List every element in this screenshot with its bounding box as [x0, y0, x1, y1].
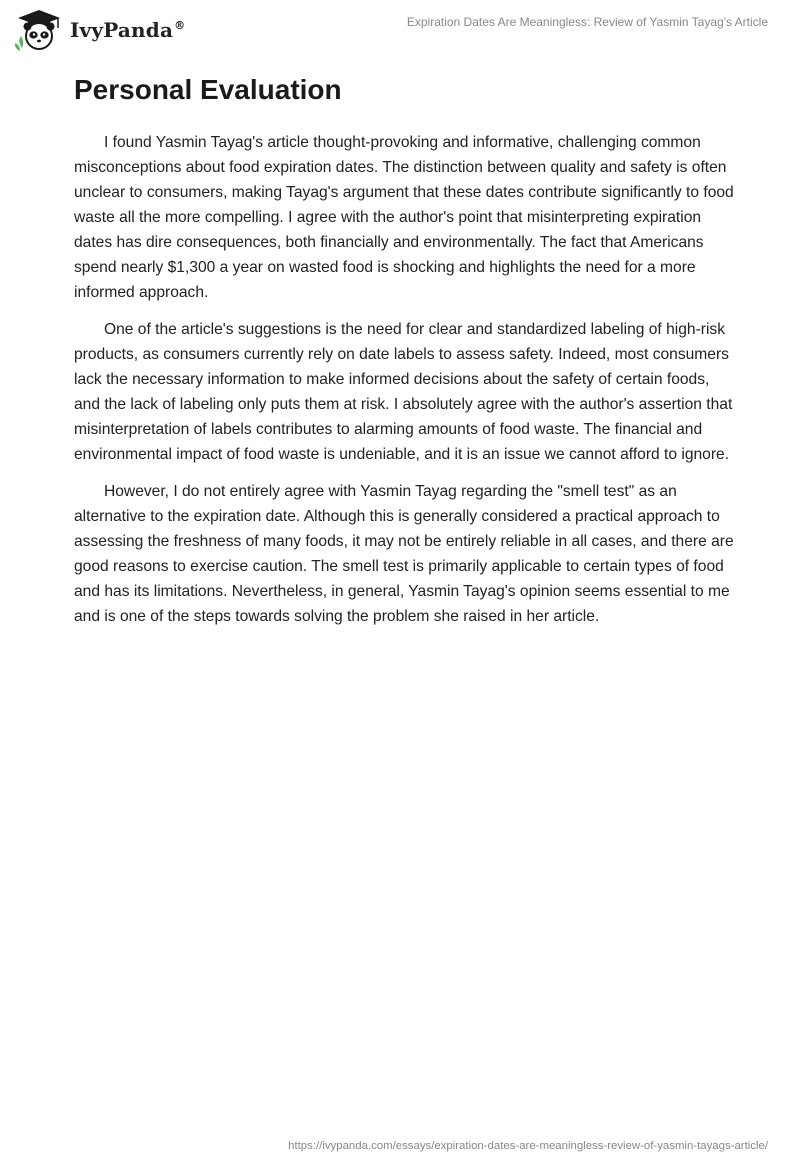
source-url[interactable]: https://ivypanda.com/essays/expiration-dates-are-meaningless-review-of-yasmin-tayags-article/ — [288, 1140, 768, 1152]
paragraph-2: One of the article's suggestions is the need for clear and standardized labeling of high-risk products, as consumers currently rely on date labels to assess safety. Indeed, most consumers lack the necessary information to make informed decisions about the safety of certain foods, and the lack of labeling only puts them at risk. I absolutely agree with the author's assertion that misinterpretation of labels contributes to alarming amounts of food waste. The financial and environmental impact of food waste is undeniable, and it is an issue we cannot afford to ignore. — [74, 321, 733, 463]
panda-graduate-icon — [14, 8, 64, 52]
paragraph-1: I found Yasmin Tayag's article thought-provoking and informative, challenging common misconceptions about food expiration dates. The distinction between quality and safety is often unclear to consumers, making Tayag's argument that these dates contribute significantly to food waste all the more compelling. I agree with the author's point that misinterpreting expiration dates has dire consequences, both financially and environmentally. The fact that Americans spend nearly $1,300 a year on wasted food is shocking and highlights the need for a more informed approach. — [74, 134, 734, 301]
paragraph-3: However, I do not entirely agree with Yasmin Tayag regarding the "smell test" as an alternative to the expiration date. Although this is generally considered a practical approach to assessing the freshness of many foods, it may not be entirely reliable in all cases, and there are good reasons to exercise caution. The smell test is primarily applicable to certain types of food and has its limitations. Nevertheless, in general, Yasmin Tayag's opinion seems essential to me and is one of the steps towards solving the problem she raised in her article. — [74, 483, 734, 625]
essay-content — [74, 70, 734, 641]
ivypanda-logo[interactable] — [14, 8, 185, 52]
registered-mark: ® — [174, 19, 186, 33]
section-heading: Personal Evaluation — [74, 74, 342, 105]
page-header — [0, 0, 800, 60]
brand-name: IvyPanda® — [70, 18, 186, 42]
document-title: Expiration Dates Are Meaningless: Review of Yasmin Tayag's Article — [406, 15, 768, 29]
